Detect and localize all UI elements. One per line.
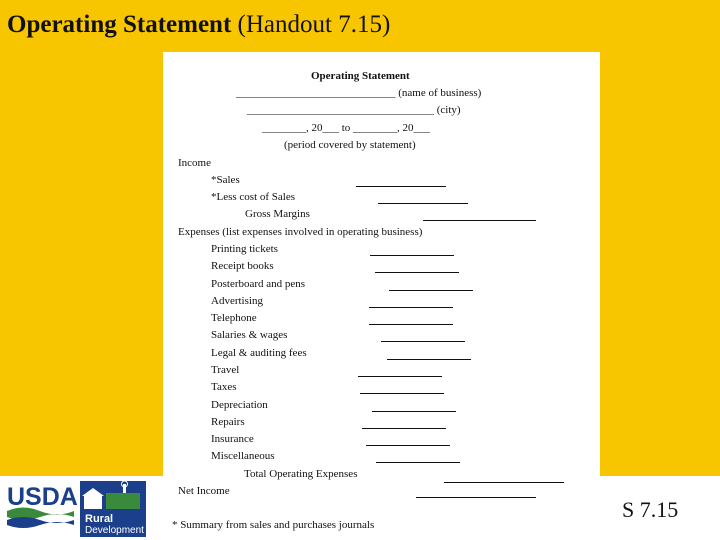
less-cost-label: *Less cost of Sales [211,191,296,203]
total-expenses-blank [444,482,564,483]
income-heading: Income [178,157,211,169]
expense-item: Insurance [211,433,254,445]
logo-development-text: Development [85,525,144,536]
net-income-label: Net Income [178,485,230,497]
expense-blank [362,428,446,429]
expense-blank [376,462,460,463]
footnote: * Summary from sales and purchases journals [172,519,375,531]
expense-item: Posterboard and pens [211,278,306,290]
expense-blank [389,290,473,291]
page-title-rest: (Handout 7.15) [231,11,391,38]
expense-item: Repairs [211,416,245,428]
usda-logo-text: USDA [7,483,78,511]
expense-item: Miscellaneous [211,450,275,462]
page-title-bold: Operating Statement [7,11,232,38]
logo-rural-text: Rural [85,513,114,525]
gross-margins-label: Gross Margins [245,208,310,220]
expense-item: Receipt books [211,260,274,272]
expense-blank [369,324,453,325]
usda-rural-development-logo [6,481,146,537]
total-expenses-label: Total Operating Expenses [244,468,358,480]
expense-item: Taxes [211,381,237,393]
expense-blank [370,255,454,256]
city-line: __________________________________ (city) [247,104,461,116]
gross-margins-blank [423,220,536,221]
less-cost-blank [378,203,468,204]
expense-item: Depreciation [211,399,268,411]
expense-item: Legal & auditing fees [211,347,307,359]
expense-blank [369,307,453,308]
expenses-heading: Expenses (list expenses involved in operating business) [178,226,423,238]
expense-blank [387,359,471,360]
expense-item: Salaries & wages [211,329,288,341]
expense-item: Advertising [211,295,263,307]
expense-item: Telephone [211,312,257,324]
expense-item: Printing tickets [211,243,278,255]
statement-title: Operating Statement [311,70,410,82]
expense-blank [358,376,442,377]
sales-blank [356,186,446,187]
business-name-line: _____________________________ (name of business) [236,87,482,99]
slide-number: S 7.15 [622,497,679,522]
expense-blank [372,411,456,412]
farm-building-icon [106,493,140,509]
expense-blank [366,445,450,446]
period-line: ________, 20___ to ________, 20___ [262,122,431,134]
sales-label: *Sales [211,174,240,186]
net-income-blank [416,497,536,498]
period-caption: (period covered by statement) [284,139,416,151]
expense-blank [375,272,459,273]
expense-blank [360,393,444,394]
expense-blank [381,341,465,342]
house-icon [84,496,102,509]
windmill-icon [123,484,126,493]
usda-field-icon [7,517,74,528]
expense-item: Travel [211,364,240,376]
